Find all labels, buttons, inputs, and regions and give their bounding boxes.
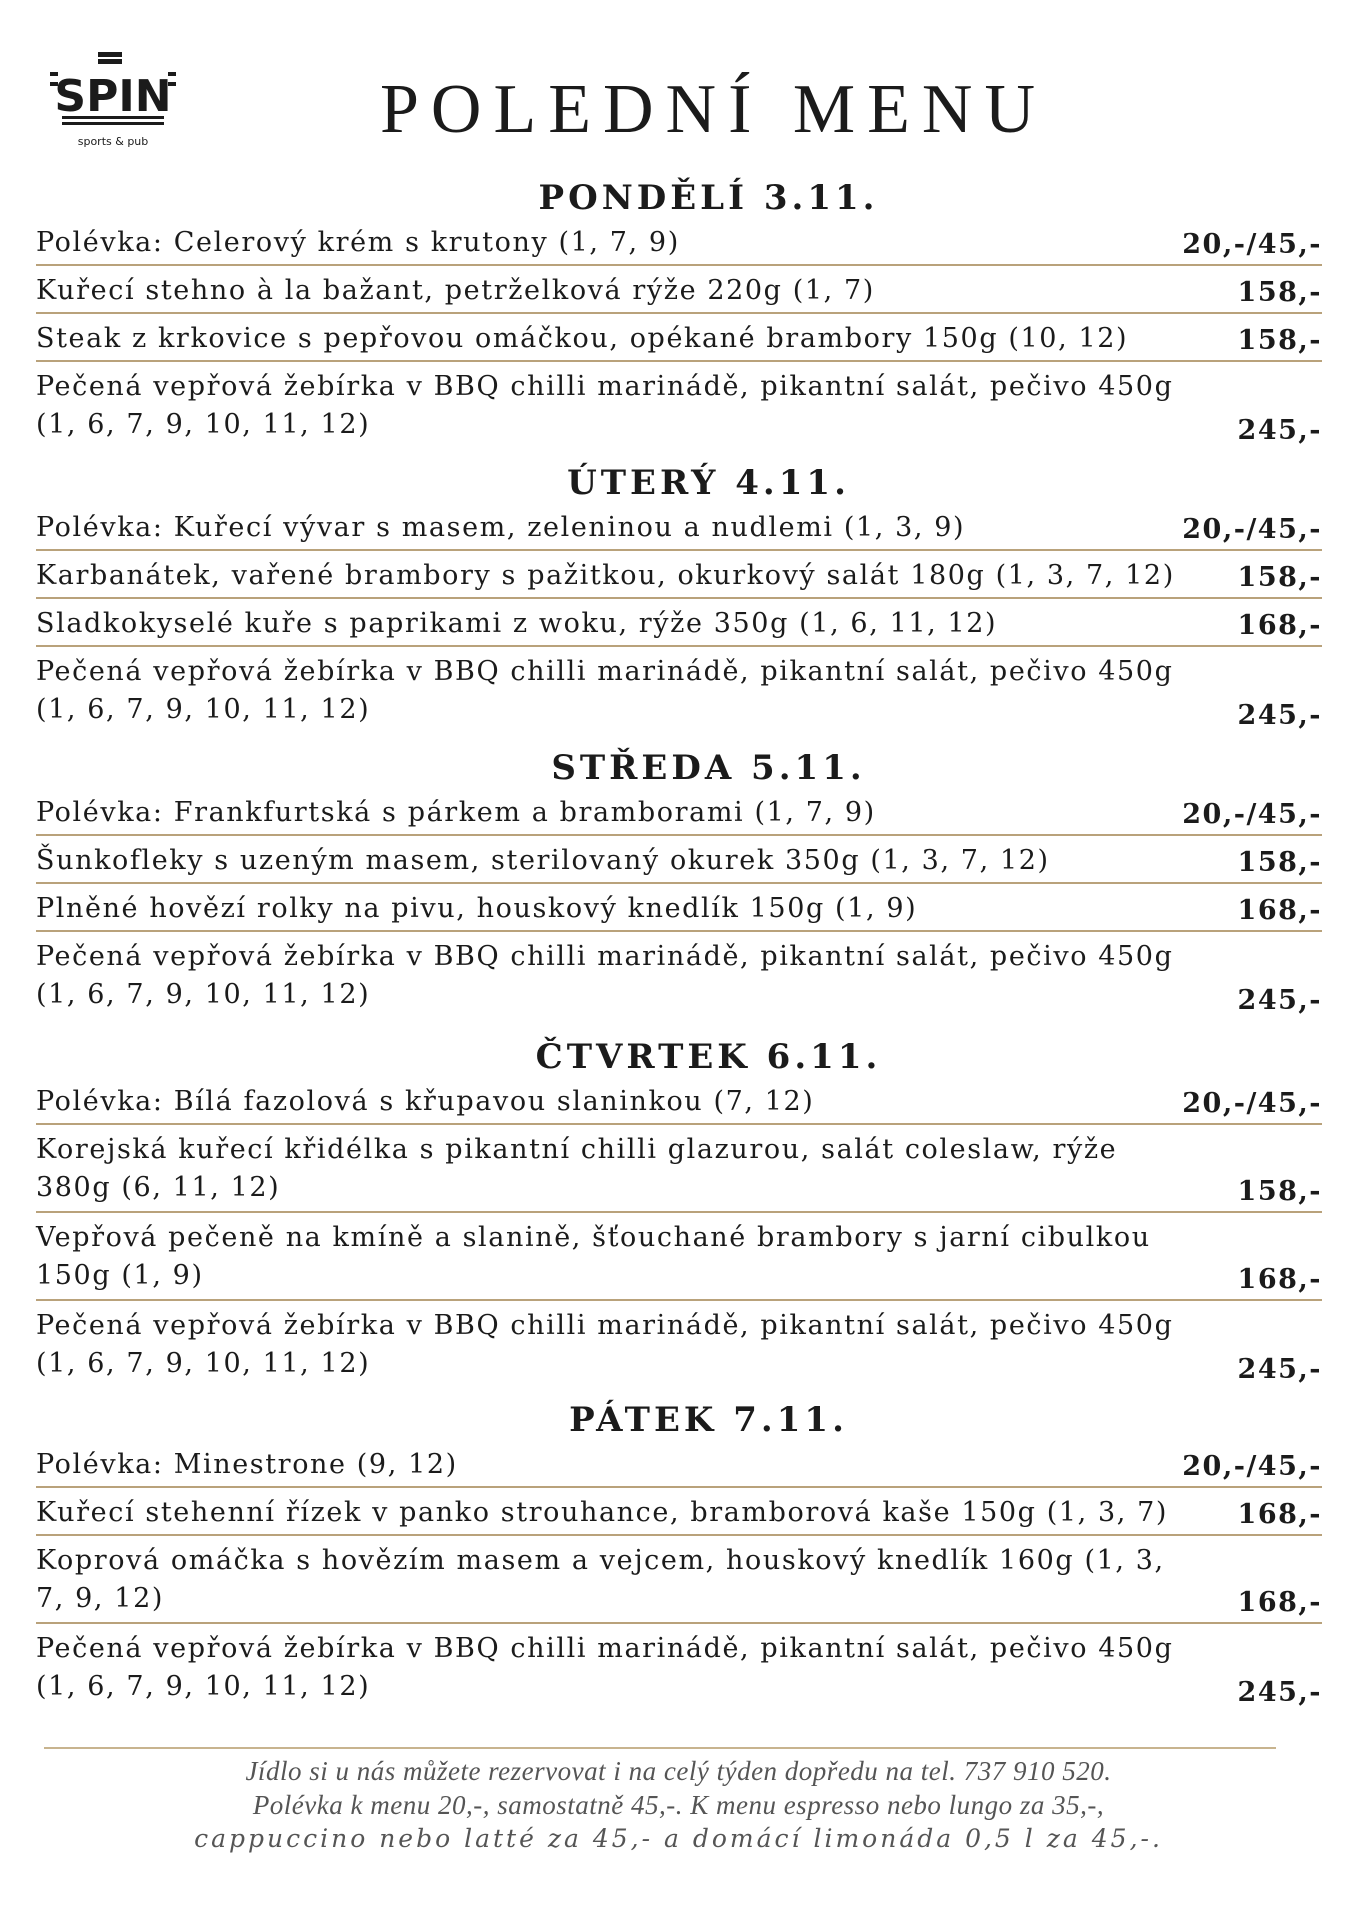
day-heading: PÁTEK 7.11. [569,1400,848,1440]
item-price: 20,-/45,- [1182,1088,1322,1119]
day-section [0,748,1357,1020]
item-name: Polévka: Bílá fazolová s křupavou slaninkou (7, 12) [36,1086,815,1117]
item-name: Pečená vepřová žebírka v BBQ chilli marinádě, pikantní salát, pečivo 450g (1, 6, 7, 9, 10, 11, 12) [36,371,1174,440]
footer-line-3: cappuccino nebo latté za 45,- a domácí limonáda 0,5 l za 45,-. [194,1824,1163,1853]
day-heading: ČTVRTEK 6.11. [535,1037,882,1077]
menu-item-row [36,836,1322,884]
footer-note [0,1754,1357,1856]
logo-subtitle: sports & pub [77,135,149,148]
item-name: Korejská kuřecí křidélka s pikantní chilli glazurou, salát coleslaw, rýže 380g (6, 11, 12) [36,1134,1118,1203]
item-name: Karbanátek, vařené brambory s pažitkou, okurkový salát 180g (1, 3, 7, 12) [36,560,1175,591]
soup-row [36,1440,1322,1488]
day-section [0,1400,1357,1712]
item-name: Koprová omáčka s hovězím masem a vejcem, houskový knedlík 160g (1, 3, 7, 9, 12) [36,1545,1165,1614]
logo-brand: SPIN [54,71,172,122]
item-name: Pečená vepřová žebírka v BBQ chilli marinádě, pikantní salát, pečivo 450g (1, 6, 7, 9, 10, 11, 12) [36,941,1174,1010]
menu-item-row [36,1213,1322,1301]
menu-item-row [36,599,1322,647]
item-price: 158,- [1237,847,1322,878]
item-name: Plněné hovězí rolky na pivu, houskový knedlík 150g (1, 9) [36,893,918,924]
item-name: Vepřová pečeně na kmíně a slanině, šťouchané brambory s jarní cibulkou 150g (1, 9) [36,1222,1151,1291]
menu-item-row [36,884,1322,932]
day-section [0,1037,1357,1389]
item-price: 168,- [1237,1587,1322,1618]
menu-item-row [36,551,1322,599]
item-price: 158,- [1237,1176,1322,1207]
item-price: 168,- [1237,1264,1322,1295]
day-section [0,178,1357,450]
item-price: 245,- [1237,415,1322,446]
item-price: 245,- [1237,700,1322,731]
item-price: 158,- [1237,277,1322,308]
item-name: Pečená vepřová žebírka v BBQ chilli marinádě, pikantní salát, pečivo 450g (1, 6, 7, 9, 10, 11, 12) [36,1310,1174,1379]
soup-row [36,1077,1322,1125]
item-price: 158,- [1237,325,1322,356]
item-name: Pečená vepřová žebírka v BBQ chilli marinádě, pikantní salát, pečivo 450g (1, 6, 7, 9, 10, 11, 12) [36,656,1174,725]
menu-item-row [36,932,1322,1020]
item-price: 168,- [1237,1499,1322,1530]
menu-item-row [36,362,1322,450]
item-name: Polévka: Frankfurtská s párkem a bramborami (1, 7, 9) [36,797,876,828]
footer-line-1: Jídlo si u nás můžete rezervovat i na celý týden dopředu na tel. 737 910 520. [245,1756,1112,1786]
item-price: 168,- [1237,610,1322,641]
item-price: 20,-/45,- [1182,1451,1322,1482]
item-price: 20,-/45,- [1182,799,1322,830]
item-price: 20,-/45,- [1182,514,1322,545]
day-heading: STŘEDA 5.11. [551,748,866,788]
item-name: Sladkokyselé kuře s paprikami z woku, rýže 350g (1, 6, 11, 12) [36,608,998,639]
item-name: Pečená vepřová žebírka v BBQ chilli marinádě, pikantní salát, pečivo 450g (1, 6, 7, 9, 10, 11, 12) [36,1633,1174,1702]
item-name: Kuřecí stehno à la bažant, petrželková rýže 220g (1, 7) [36,275,875,306]
soup-row [36,788,1322,836]
menu-item-row [36,314,1322,362]
day-heading: ÚTERÝ 4.11. [567,463,850,503]
item-price: 245,- [1237,1677,1322,1708]
item-name: Šunkofleky s uzeným masem, sterilovaný okurek 350g (1, 3, 7, 12) [36,845,1050,876]
menu-item-row [36,1536,1322,1624]
menu-item-row [36,1301,1322,1389]
menu-item-row [36,266,1322,314]
item-name: Polévka: Celerový krém s krutony (1, 7, 9) [36,227,680,258]
footer-divider [44,1747,1276,1749]
day-section [0,463,1357,735]
footer-line-2: Polévka k menu 20,-, samostatně 45,-. K menu espresso nebo lungo za 35,-, [252,1790,1105,1820]
item-price: 245,- [1237,1354,1322,1385]
item-price: 245,- [1237,985,1322,1016]
item-name: Kuřecí stehenní řízek v panko strouhance, bramborová kaše 150g (1, 3, 7) [36,1497,1169,1528]
item-name: Steak z krkovice s pepřovou omáčkou, opékané brambory 150g (10, 12) [36,323,1129,354]
item-name: Polévka: Minestrone (9, 12) [36,1449,458,1480]
item-price: 168,- [1237,895,1322,926]
soup-row [36,218,1322,266]
page-title: POLEDNÍ MENU [379,71,1048,148]
item-price: 20,-/45,- [1182,229,1322,260]
item-price: 158,- [1237,562,1322,593]
day-heading: PONDĚLÍ 3.11. [538,178,879,218]
soup-row [36,503,1322,551]
menu-item-row [36,1125,1322,1213]
menu-item-row [36,1624,1322,1712]
menu-item-row [36,647,1322,735]
item-name: Polévka: Kuřecí vývar s masem, zeleninou a nudlemi (1, 3, 9) [36,512,966,543]
menu-item-row [36,1488,1322,1536]
